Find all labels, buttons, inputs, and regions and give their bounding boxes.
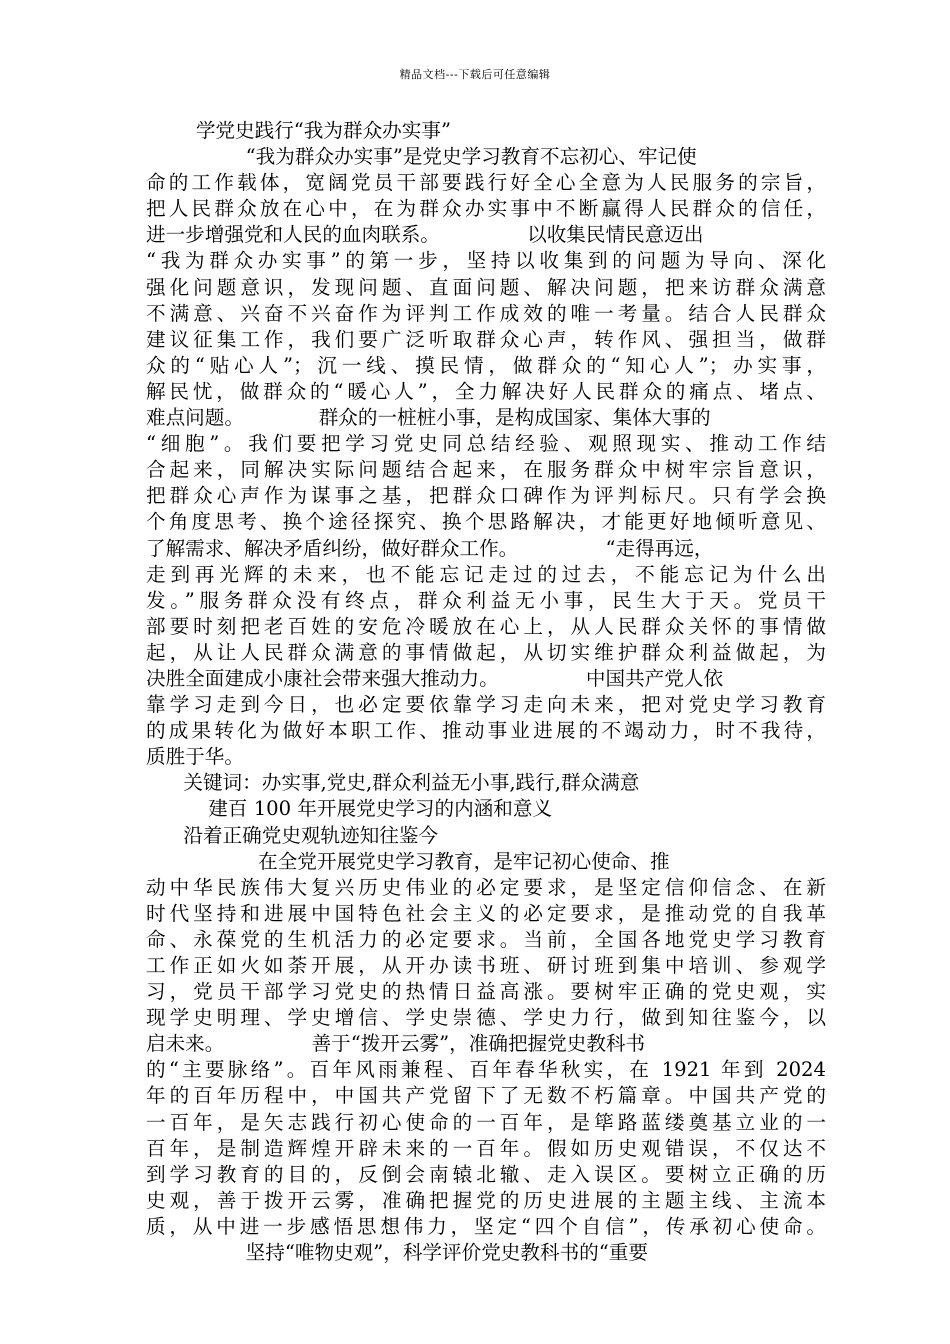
- text-line: 现学史明理、学史增信、学史崇德、学史力行，做到知往鉴今，以: [146, 1006, 826, 1030]
- text-line: 质胜于华。: [146, 745, 244, 769]
- text-line: 命的工作载体，宽阔党员干部要践行好全心全意为人民服务的宗旨，: [146, 171, 826, 195]
- text-line: 把人民群众放在心中，在为群众办实事中不断赢得人民群众的信任，: [146, 197, 826, 221]
- text-line: 动中华民族伟大复兴历史伟业的必定要求，是坚定信仰信念、在新: [146, 875, 826, 899]
- text-line: 启未来。 善于“拨开云雾”，准确把握党史教科书: [146, 1032, 646, 1056]
- article-title: 学党史践行“我为群众办实事”: [146, 119, 451, 142]
- text-line: 质，从中进一步感悟思想伟力，坚定“四个自信”，传承初心使命。: [146, 1214, 826, 1238]
- text-line: 建议征集工作，我们要广泛听取群众心声，转作风、强担当，做群: [146, 327, 826, 351]
- text-line: 一百年，是矢志践行初心使命的一百年，是筚路蓝缕奠基立业的一: [146, 1110, 826, 1134]
- text-line: 在全党开展党史学习教育，是牢记初心使命、推: [146, 849, 670, 873]
- text-line: 到学习教育的目的，反倒会南辕北辙、走入误区。要树立正确的历: [146, 1162, 826, 1186]
- text-line: “我为群众办实事”是党史学习教育不忘初心、牢记使: [146, 145, 697, 169]
- text-line: 走到再光辉的未来，也不能忘记走过的过去，不能忘记为什么出: [146, 562, 826, 586]
- text-line: 坚持“唯物史观”，科学评价党史教科书的“重要: [146, 1241, 648, 1265]
- text-line: 年的百年历程中，中国共产党留下了无数不朽篇章。中国共产党的: [146, 1084, 826, 1108]
- text-line: 起，从让人民群众满意的事情做起，从切实维护群众利益做起，为: [146, 640, 826, 664]
- text-line: “我为群众办实事”的第一步，坚持以收集到的问题为导向、深化: [146, 249, 826, 273]
- text-line: 解民忧，做群众的“暖心人”，全力解决好人民群众的痛点、堵点、: [146, 379, 826, 403]
- section-heading: 建百 100 年开展党史学习的内涵和意义: [146, 797, 553, 821]
- text-line: 决胜全面建成小康社会带来强大推动力。 中国共产党人依: [146, 666, 724, 690]
- text-line: 强化问题意识，发现问题、直面问题、解决问题，把来访群众满意: [146, 275, 826, 299]
- text-line: 了解需求、解决矛盾纠纷，做好群众工作。 “走得再远，: [146, 536, 714, 560]
- text-line: 的成果转化为做好本职工作、推动事业进展的不竭动力，时不我待，: [146, 719, 826, 743]
- text-line: 命、永葆党的生机活力的必定要求。当前，全国各地党史学习教育: [146, 927, 826, 951]
- text-line: 把群众心声作为谋事之基，把群众口碑作为评判标尺。只有学会换: [146, 484, 826, 508]
- text-line: 习，党员干部学习党史的热情日益高涨。要树牢正确的党史观，实: [146, 980, 826, 1004]
- text-line: 百年，是制造辉煌开辟未来的一百年。假如历史观错误，不仅达不: [146, 1136, 826, 1160]
- text-line: 众的“贴心人”；沉一线、摸民情，做群众的“知心人”；办实事，: [146, 353, 826, 377]
- page-header: 精品文档---下载后可任意编辑: [399, 68, 551, 81]
- text-line: 时代坚持和进展中国特色社会主义的必定要求，是推动党的自我革: [146, 901, 826, 925]
- text-line: 进一步增强党和人民的血肉联系。 以收集民情民意迈出: [146, 223, 704, 247]
- text-line: “细胞”。我们要把学习党史同总结经验、观照现实、推动工作结: [146, 432, 826, 456]
- text-line: 的“主要脉络”。百年风雨兼程、百年春华秋实，在 1921 年到 2024: [146, 1058, 826, 1082]
- text-line: 合起来，同解决实际问题结合起来，在服务群众中树牢宗旨意识，: [146, 458, 826, 482]
- section-subheading: 沿着正确党史观轨迹知往鉴今: [146, 823, 439, 847]
- text-line: 不满意、兴奋不兴奋作为评判工作成效的唯一考量。结合人民群众: [146, 301, 826, 325]
- text-line: 部要时刻把老百姓的安危冷暖放在心上，从人民群众关怀的事情做: [146, 614, 826, 638]
- keywords-line: 关键词：办实事,党史,群众利益无小事,践行,群众满意: [146, 771, 640, 795]
- text-line: 发。”服务群众没有终点，群众利益无小事，民生大于天。党员干: [146, 588, 826, 612]
- text-line: 靠学习走到今日，也必定要依靠学习走向未来，把对党史学习教育: [146, 693, 826, 717]
- document-body: [146, 118, 826, 1266]
- text-line: 难点问题。 群众的一桩桩小事，是构成国家、集体大事的: [146, 406, 711, 430]
- text-line: 工作正如火如荼开展，从开办读书班、研讨班到集中培训、参观学: [146, 954, 826, 977]
- text-line: 个角度思考、换个途径探究、换个思路解决，才能更好地倾听意见、: [146, 510, 826, 534]
- text-line: 史观，善于拨开云雾，准确把握党的历史进展的主题主线、主流本: [146, 1188, 826, 1212]
